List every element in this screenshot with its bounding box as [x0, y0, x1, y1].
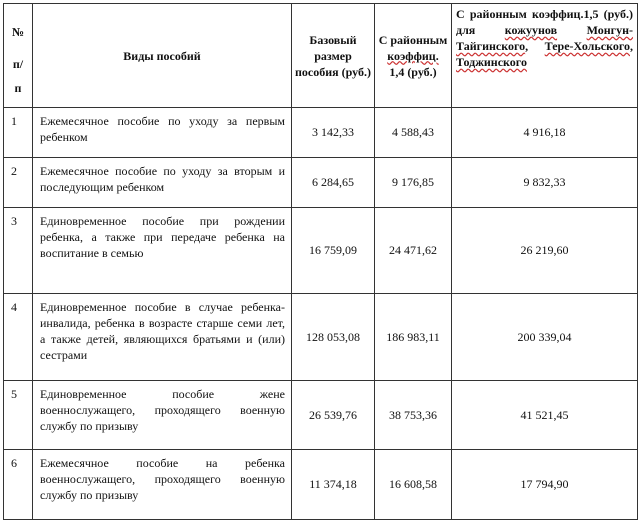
row-coef14-amount: 24 471,62: [375, 208, 452, 294]
row-coef14-amount: 9 176,85: [375, 158, 452, 208]
row-description: Единовременное пособие жене военнослужащего, проходящего военную службу по призыву: [33, 381, 292, 450]
row-number: 4: [4, 294, 33, 381]
header-types: Виды пособий: [33, 4, 292, 108]
header-coef15-text: С районным коэффиц.1,5 (руб.) для: [456, 7, 633, 37]
benefits-table: [3, 3, 638, 520]
row-coef15-amount: 26 219,60: [452, 208, 638, 294]
table-row: [4, 108, 638, 158]
header-coef14-line3: 1,4 (руб.): [389, 64, 437, 79]
header-coef14-line2: коэффиц.: [387, 48, 439, 63]
row-coef14-amount: 4 588,43: [375, 108, 452, 158]
row-coef14-amount: 38 753,36: [375, 381, 452, 450]
row-number: 2: [4, 158, 33, 208]
row-description: Ежемесячное пособие по уходу за вторым и последующим ребенком: [33, 158, 292, 208]
row-coef15-amount: 4 916,18: [452, 108, 638, 158]
header-number-p: п/: [12, 56, 24, 71]
header-coef15-tere: Тере-Хольского: [544, 39, 630, 53]
row-coef15-amount: 9 832,33: [452, 158, 638, 208]
row-number: 6: [4, 450, 33, 520]
header-coef15: С районным коэффиц.1,5 (руб.) для кожуунов Монгун-Тайгинского, Тере-Хольского, Тоджинского: [452, 4, 638, 108]
header-base: Базовый размер пособия (руб.): [292, 4, 375, 108]
row-description: Единовременное пособие в случае ребенка-инвалида, ребенка в возрасте старше семи лет, а также детей, являющихся братьями и (или) сестрами: [33, 294, 292, 381]
benefits-table-wrapper: [3, 3, 638, 520]
row-coef14-amount: 16 608,58: [375, 450, 452, 520]
row-coef15-amount: 17 794,90: [452, 450, 638, 520]
row-base-amount: 128 053,08: [292, 294, 375, 381]
row-number: 5: [4, 381, 33, 450]
table-header-row: [4, 4, 638, 108]
row-number: 1: [4, 108, 33, 158]
row-coef15-amount: 200 339,04: [452, 294, 638, 381]
table-row: [4, 208, 638, 294]
row-description: Единовременное пособие при рождении ребенка, а также при передаче ребенка на воспитание в семью: [33, 208, 292, 294]
row-base-amount: 6 284,65: [292, 158, 375, 208]
table-row: [4, 158, 638, 208]
row-description: Ежемесячное пособие по уходу за первым ребенком: [33, 108, 292, 158]
header-coef15-mongun: Монгун-Тайгинского: [456, 23, 634, 53]
table-row: [4, 294, 638, 381]
row-base-amount: 3 142,33: [292, 108, 375, 158]
row-coef15-amount: 41 521,45: [452, 381, 638, 450]
row-description: Ежемесячное пособие на ребенка военнослужащего, проходящего военную службу по призыву: [33, 450, 292, 520]
header-number-cell: [4, 4, 33, 108]
header-coef14-line1: С районным: [378, 32, 448, 47]
header-number-symbol: №: [11, 24, 25, 39]
row-number: 3: [4, 208, 33, 294]
row-base-amount: 16 759,09: [292, 208, 375, 294]
header-coef14: [375, 4, 452, 108]
header-coef15-todzha: Тоджинского: [456, 55, 527, 69]
row-base-amount: 11 374,18: [292, 450, 375, 520]
header-number-p2: п: [14, 80, 22, 95]
row-base-amount: 26 539,76: [292, 381, 375, 450]
table-row: [4, 450, 638, 520]
row-coef14-amount: 186 983,11: [375, 294, 452, 381]
header-coef15-kozhuun: кожуунов: [504, 23, 558, 37]
table-row: [4, 381, 638, 450]
